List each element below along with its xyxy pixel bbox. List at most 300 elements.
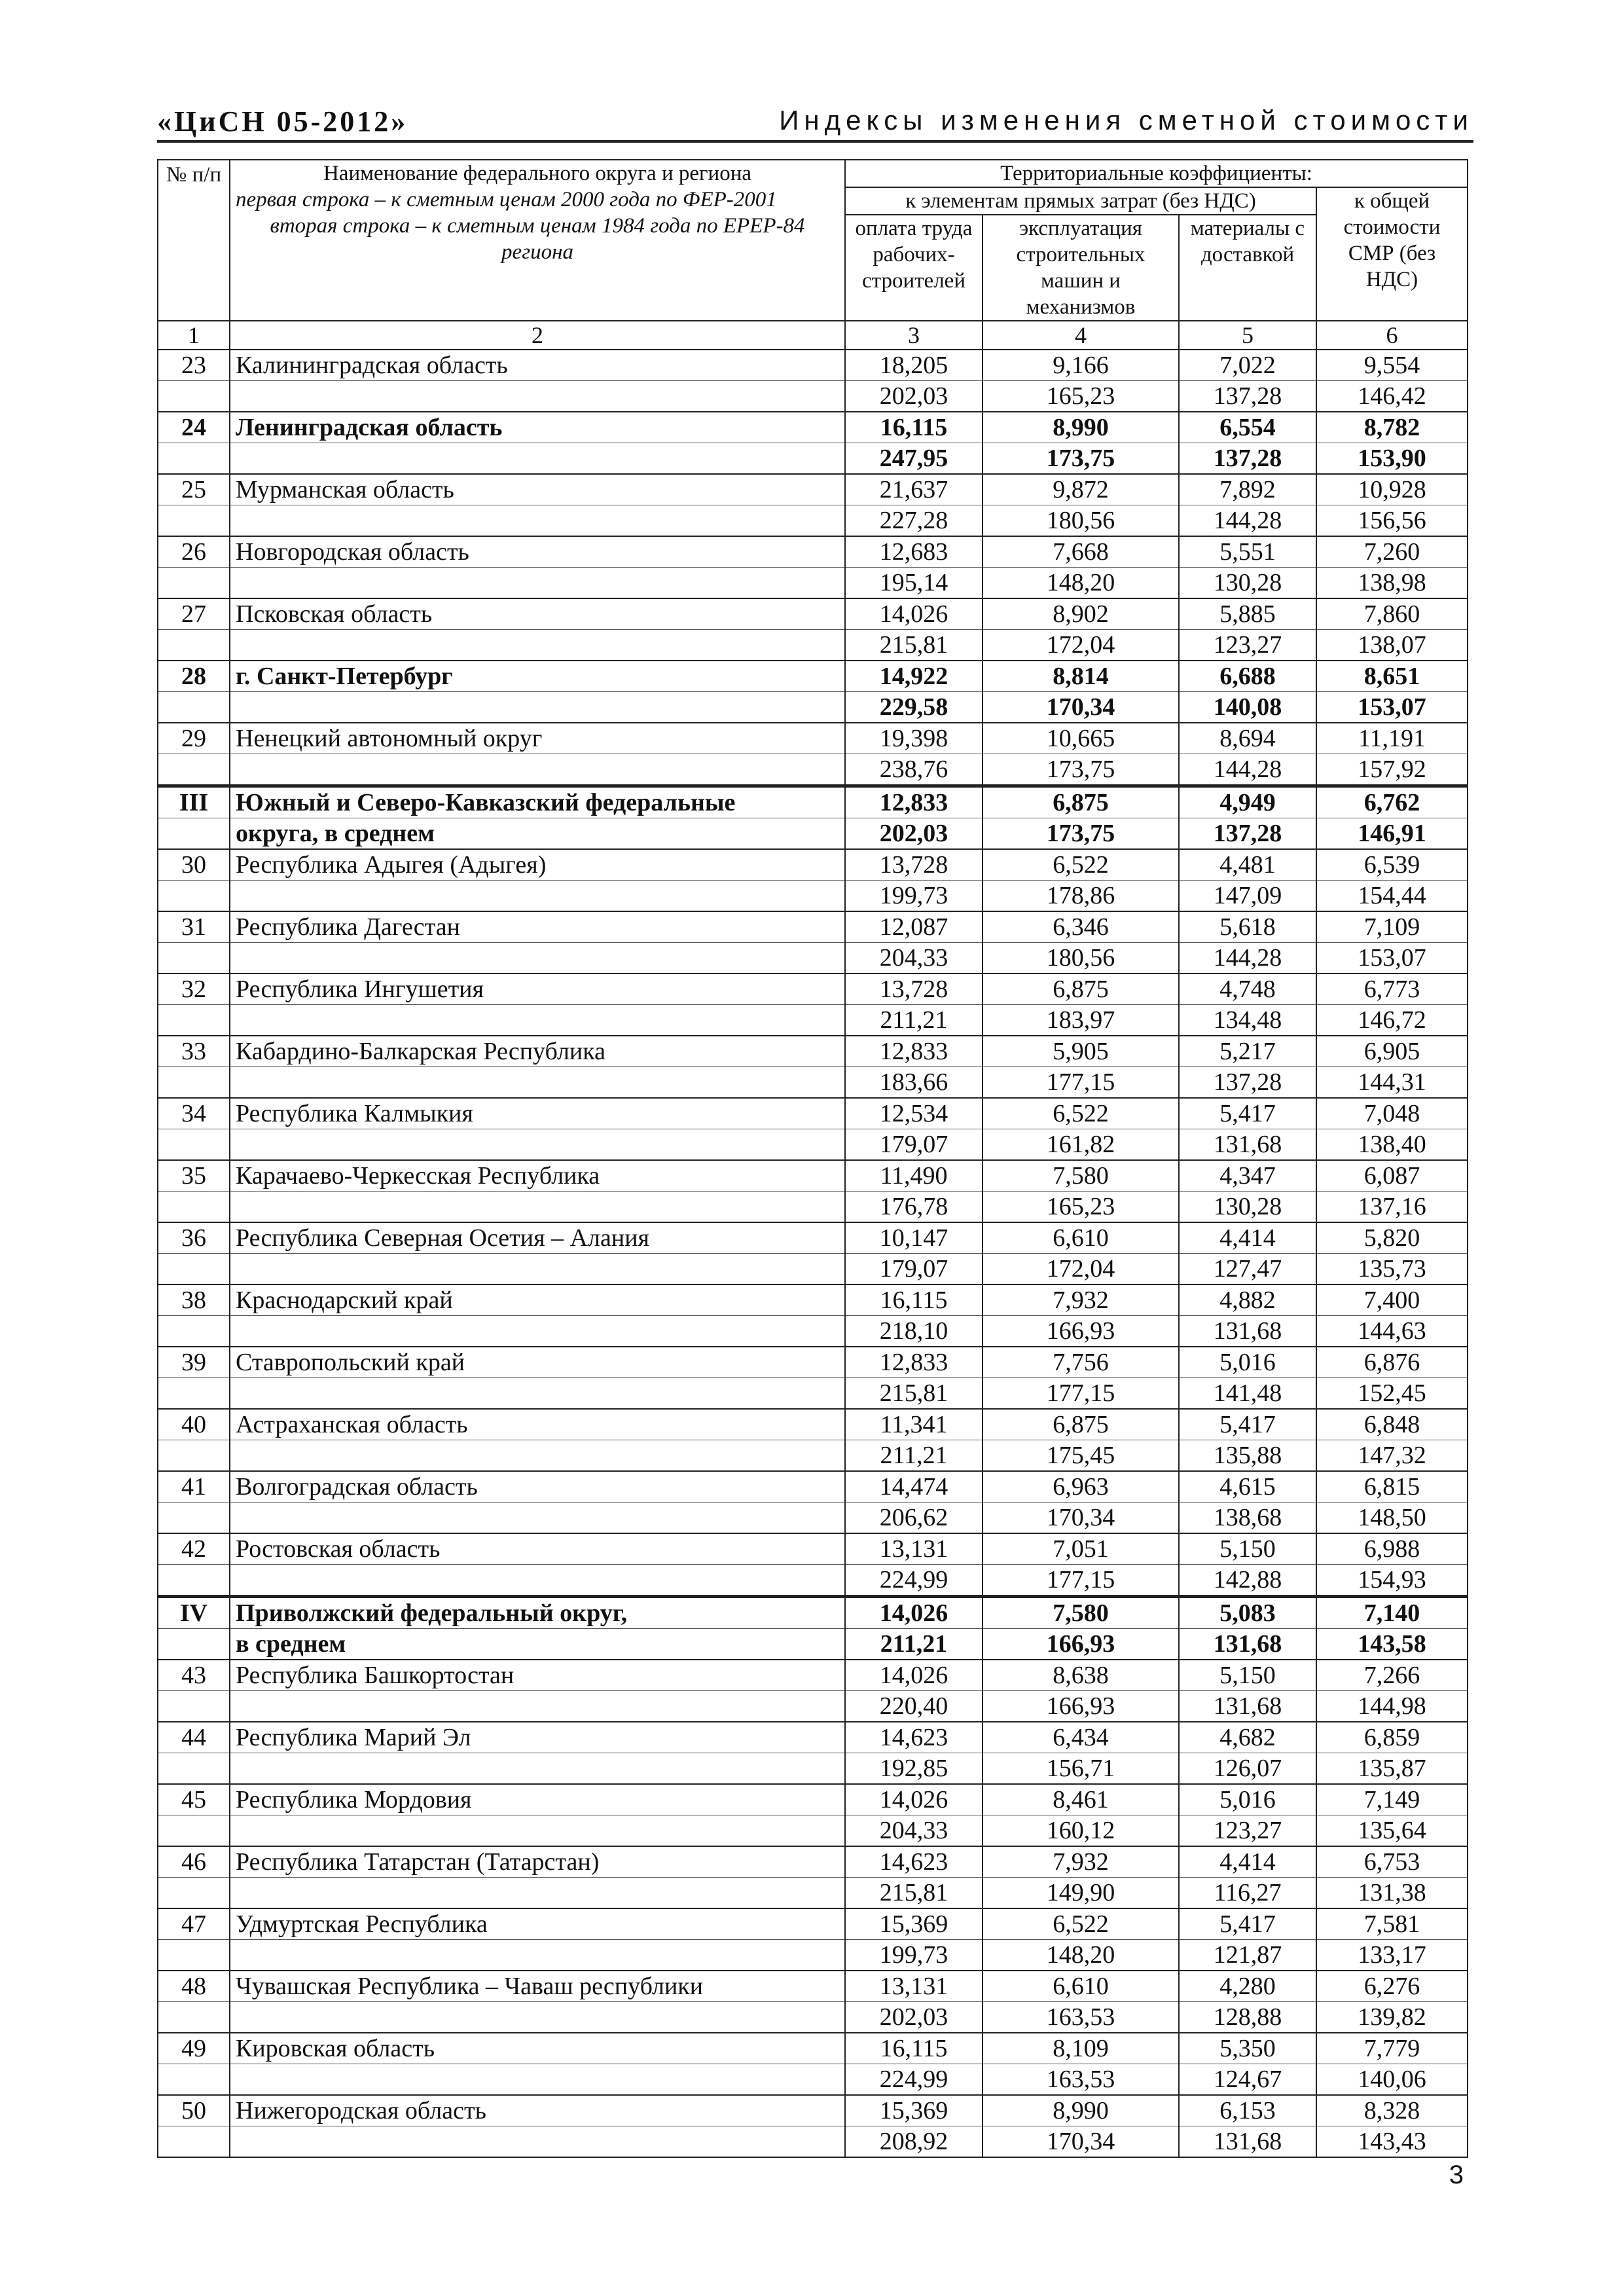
coefficient-2000: 6,522 xyxy=(983,1908,1179,1940)
coefficient-1984: 131,38 xyxy=(1316,1878,1468,1909)
row-number: 23 xyxy=(158,350,230,381)
coefficient-1984: 124,67 xyxy=(1179,2064,1316,2096)
coefficient-1984: 141,48 xyxy=(1179,1378,1316,1410)
region-name: Краснодарский край xyxy=(230,1285,845,1316)
region-name: Республика Калмыкия xyxy=(230,1098,845,1129)
row-number: III xyxy=(158,786,230,818)
coefficient-1984: 131,68 xyxy=(1179,1316,1316,1347)
region-name: Ставропольский край xyxy=(230,1347,845,1378)
region-row-first xyxy=(158,1971,1468,2002)
coefficient-1984: 148,50 xyxy=(1316,1503,1468,1534)
coefficient-2000: 8,109 xyxy=(983,2033,1179,2064)
coefficient-2000: 12,534 xyxy=(845,1098,983,1129)
coefficient-2000: 6,988 xyxy=(1316,1533,1468,1565)
coefficient-2000: 14,026 xyxy=(845,1660,983,1691)
column-header-number: № п/п xyxy=(158,160,230,321)
region-name: Псковская область xyxy=(230,598,845,630)
coefficient-2000: 14,623 xyxy=(845,1846,983,1878)
coefficient-1984: 166,93 xyxy=(983,1629,1179,1660)
coefficient-2000: 6,610 xyxy=(983,1222,1179,1254)
coefficient-1984: 165,23 xyxy=(983,381,1179,412)
coefficient-1984: 149,90 xyxy=(983,1878,1179,1909)
coefficient-2000: 6,539 xyxy=(1316,849,1468,881)
region-name-empty xyxy=(230,505,845,537)
coefficient-2000: 16,115 xyxy=(845,2033,983,2064)
region-name: Приволжский федеральный округ, xyxy=(230,1597,845,1629)
region-name: Ненецкий автономный округ xyxy=(230,723,845,754)
region-name: Калининградская область xyxy=(230,350,845,381)
coefficient-2000: 6,522 xyxy=(983,1098,1179,1129)
region-name-empty xyxy=(230,1129,845,1161)
coefficient-1984: 131,68 xyxy=(1179,2126,1316,2158)
coefficient-1984: 218,10 xyxy=(845,1316,983,1347)
district-row-second xyxy=(158,1629,1468,1660)
region-row-first xyxy=(158,1660,1468,1691)
region-row-second xyxy=(158,692,1468,723)
column-header-total: к общей стоимости СМР (без НДС) xyxy=(1316,187,1468,321)
row-number: 43 xyxy=(158,1660,230,1691)
district-name-continued: в среднем xyxy=(230,1629,845,1660)
region-row-first xyxy=(158,723,1468,754)
coefficient-2000: 6,762 xyxy=(1316,786,1468,818)
coefficient-2000: 11,191 xyxy=(1316,723,1468,754)
coefficient-1984: 139,82 xyxy=(1316,2002,1468,2033)
coefficient-2000: 7,932 xyxy=(983,1846,1179,1878)
row-number-empty xyxy=(158,1878,230,1909)
region-row-second xyxy=(158,1565,1468,1597)
coefficient-1984: 153,90 xyxy=(1316,443,1468,475)
coefficient-2000: 6,610 xyxy=(983,1971,1179,2002)
row-number: 40 xyxy=(158,1409,230,1440)
region-row-second xyxy=(158,1815,1468,1847)
row-number-empty xyxy=(158,1378,230,1410)
coefficient-1984: 140,06 xyxy=(1316,2064,1468,2096)
column-header-name xyxy=(230,160,845,321)
row-number-empty xyxy=(158,818,230,850)
coefficient-1984: 146,42 xyxy=(1316,381,1468,412)
coefficient-1984: 177,15 xyxy=(983,1067,1179,1099)
coefficient-1984: 180,56 xyxy=(983,505,1179,537)
region-name-empty xyxy=(230,443,845,475)
coefficient-2000: 5,150 xyxy=(1179,1660,1316,1691)
region-row-second xyxy=(158,1005,1468,1036)
row-number: 30 xyxy=(158,849,230,881)
district-name-continued: округа, в среднем xyxy=(230,818,845,850)
coefficient-1984: 147,32 xyxy=(1316,1440,1468,1472)
coefficient-2000: 4,882 xyxy=(1179,1285,1316,1316)
region-row-first xyxy=(158,598,1468,630)
coefficient-2000: 4,748 xyxy=(1179,974,1316,1005)
coefficient-2000: 8,902 xyxy=(983,598,1179,630)
coefficient-2000: 9,872 xyxy=(983,474,1179,505)
coefficient-1984: 211,21 xyxy=(845,1629,983,1660)
region-row-first xyxy=(158,1160,1468,1192)
coefficient-2000: 7,109 xyxy=(1316,911,1468,943)
coefficient-2000: 14,026 xyxy=(845,1784,983,1815)
coefficient-1984: 144,63 xyxy=(1316,1316,1468,1347)
coefficient-2000: 6,875 xyxy=(983,1409,1179,1440)
coefficient-1984: 173,75 xyxy=(983,818,1179,850)
region-row-second xyxy=(158,2002,1468,2033)
region-row-first xyxy=(158,1846,1468,1878)
column-header-name-title: Наименование федерального округа и региона xyxy=(323,162,752,185)
coefficient-1984: 170,34 xyxy=(983,2126,1179,2158)
region-name-empty xyxy=(230,568,845,599)
header-rule xyxy=(157,140,1473,143)
coefficient-2000: 7,149 xyxy=(1316,1784,1468,1815)
region-row-first xyxy=(158,911,1468,943)
coefficient-2000: 9,554 xyxy=(1316,350,1468,381)
coefficient-2000: 8,782 xyxy=(1316,412,1468,443)
column-index: 3 xyxy=(845,321,983,350)
coefficient-2000: 5,016 xyxy=(1179,1347,1316,1378)
region-name: Республика Марий Эл xyxy=(230,1722,845,1753)
coefficient-2000: 5,150 xyxy=(1179,1533,1316,1565)
coefficient-2000: 4,414 xyxy=(1179,1222,1316,1254)
row-number: 28 xyxy=(158,661,230,692)
region-row-first xyxy=(158,1098,1468,1129)
row-number-empty xyxy=(158,2126,230,2158)
coefficient-1984: 238,76 xyxy=(845,754,983,786)
coefficient-2000: 5,885 xyxy=(1179,598,1316,630)
coefficient-2000: 15,369 xyxy=(845,1908,983,1940)
coefficient-1984: 204,33 xyxy=(845,1815,983,1847)
coefficient-2000: 6,963 xyxy=(983,1471,1179,1503)
coefficient-2000: 14,474 xyxy=(845,1471,983,1503)
coefficient-1984: 215,81 xyxy=(845,630,983,661)
coefficient-2000: 13,131 xyxy=(845,1971,983,2002)
region-name-empty xyxy=(230,1878,845,1909)
row-number: 47 xyxy=(158,1908,230,1940)
coefficient-1984: 123,27 xyxy=(1179,1815,1316,1847)
region-name-empty xyxy=(230,1503,845,1534)
region-row-first xyxy=(158,1347,1468,1378)
region-row-first xyxy=(158,849,1468,881)
region-row-first xyxy=(158,2033,1468,2064)
coefficient-1984: 138,07 xyxy=(1316,630,1468,661)
coefficient-1984: 142,88 xyxy=(1179,1565,1316,1597)
region-name: Астраханская область xyxy=(230,1409,845,1440)
coefficient-2000: 6,346 xyxy=(983,911,1179,943)
coefficient-1984: 178,86 xyxy=(983,881,1179,912)
region-name-empty xyxy=(230,692,845,723)
region-name: Республика Башкортостан xyxy=(230,1660,845,1691)
region-name: Республика Дагестан xyxy=(230,911,845,943)
coefficient-2000: 8,694 xyxy=(1179,723,1316,754)
row-number: 29 xyxy=(158,723,230,754)
region-name: Нижегородская область xyxy=(230,2095,845,2126)
column-index: 6 xyxy=(1316,321,1468,350)
region-name-empty xyxy=(230,1815,845,1847)
coefficient-2000: 4,280 xyxy=(1179,1971,1316,2002)
coefficient-2000: 8,990 xyxy=(983,2095,1179,2126)
coefficient-2000: 6,848 xyxy=(1316,1409,1468,1440)
row-number-empty xyxy=(158,1940,230,1971)
region-name-empty xyxy=(230,2064,845,2096)
coefficient-1984: 152,45 xyxy=(1316,1378,1468,1410)
coefficient-1984: 156,71 xyxy=(983,1753,1179,1785)
document-code: «ЦиСН 05-2012» xyxy=(157,105,408,137)
coefficient-2000: 7,932 xyxy=(983,1285,1179,1316)
region-name: Чувашская Республика – Чаваш республики xyxy=(230,1971,845,2002)
row-number-empty xyxy=(158,1691,230,1722)
coefficient-1984: 135,73 xyxy=(1316,1254,1468,1285)
coefficient-1984: 148,20 xyxy=(983,568,1179,599)
column-index-row xyxy=(158,321,1468,350)
region-name: Республика Татарстан (Татарстан) xyxy=(230,1846,845,1878)
column-header-subgroup: к элементам прямых затрат (без НДС) xyxy=(845,187,1316,215)
coefficient-1984: 153,07 xyxy=(1316,943,1468,974)
coefficient-2000: 8,814 xyxy=(983,661,1179,692)
coefficient-2000: 7,581 xyxy=(1316,1908,1468,1940)
coefficient-1984: 131,68 xyxy=(1179,1629,1316,1660)
row-number: 48 xyxy=(158,1971,230,2002)
region-name-empty xyxy=(230,1940,845,1971)
coefficient-2000: 6,876 xyxy=(1316,1347,1468,1378)
coefficient-2000: 5,016 xyxy=(1179,1784,1316,1815)
coefficient-1984: 138,98 xyxy=(1316,568,1468,599)
region-row-second xyxy=(158,1940,1468,1971)
coefficient-1984: 199,73 xyxy=(845,1940,983,1971)
region-row-first xyxy=(158,974,1468,1005)
region-row-first xyxy=(158,474,1468,505)
row-number: 41 xyxy=(158,1471,230,1503)
row-number: 25 xyxy=(158,474,230,505)
coefficient-1984: 121,87 xyxy=(1179,1940,1316,1971)
row-number-empty xyxy=(158,443,230,475)
coefficient-1984: 154,93 xyxy=(1316,1565,1468,1597)
column-header-materials: материалы с доставкой xyxy=(1179,215,1316,321)
coefficient-2000: 4,682 xyxy=(1179,1722,1316,1753)
coefficient-1984: 206,62 xyxy=(845,1503,983,1534)
coefficient-1984: 146,91 xyxy=(1316,818,1468,850)
coefficient-2000: 13,131 xyxy=(845,1533,983,1565)
region-row-first xyxy=(158,1908,1468,1940)
region-row-second xyxy=(158,630,1468,661)
coefficient-2000: 5,217 xyxy=(1179,1036,1316,1067)
table-header xyxy=(158,160,1468,350)
region-row-second xyxy=(158,1691,1468,1722)
coefficient-1984: 130,28 xyxy=(1179,568,1316,599)
row-number-empty xyxy=(158,692,230,723)
region-row-second xyxy=(158,2126,1468,2158)
row-number: IV xyxy=(158,1597,230,1629)
region-row-first xyxy=(158,536,1468,568)
row-number-empty xyxy=(158,1067,230,1099)
region-name-empty xyxy=(230,1753,845,1785)
region-name-empty xyxy=(230,381,845,412)
row-number: 26 xyxy=(158,536,230,568)
coefficient-1984: 144,28 xyxy=(1179,943,1316,974)
coefficient-2000: 5,417 xyxy=(1179,1409,1316,1440)
coefficient-1984: 160,12 xyxy=(983,1815,1179,1847)
coefficient-1984: 211,21 xyxy=(845,1440,983,1472)
coefficient-1984: 135,87 xyxy=(1316,1753,1468,1785)
region-name: Волгоградская область xyxy=(230,1471,845,1503)
region-name-empty xyxy=(230,1691,845,1722)
coefficient-2000: 6,753 xyxy=(1316,1846,1468,1878)
table-body xyxy=(158,350,1468,2157)
row-number-empty xyxy=(158,2002,230,2033)
coefficient-2000: 7,260 xyxy=(1316,536,1468,568)
region-name-empty xyxy=(230,1316,845,1347)
row-number-empty xyxy=(158,754,230,786)
coefficient-2000: 7,048 xyxy=(1316,1098,1468,1129)
region-name-empty xyxy=(230,1378,845,1410)
coefficient-1984: 175,45 xyxy=(983,1440,1179,1472)
row-number: 45 xyxy=(158,1784,230,1815)
region-row-first xyxy=(158,1285,1468,1316)
coefficient-1984: 143,43 xyxy=(1316,2126,1468,2158)
district-row-second xyxy=(158,818,1468,850)
coefficient-1984: 183,66 xyxy=(845,1067,983,1099)
coefficient-1984: 199,73 xyxy=(845,881,983,912)
coefficient-1984: 116,27 xyxy=(1179,1878,1316,1909)
region-name-empty xyxy=(230,1565,845,1597)
coefficient-2000: 6,276 xyxy=(1316,1971,1468,2002)
region-row-first xyxy=(158,350,1468,381)
region-row-second xyxy=(158,1378,1468,1410)
region-row-second xyxy=(158,505,1468,537)
coefficient-1984: 166,93 xyxy=(983,1316,1179,1347)
row-number-empty xyxy=(158,1192,230,1223)
coefficient-2000: 12,833 xyxy=(845,1347,983,1378)
region-row-second xyxy=(158,943,1468,974)
coefficient-1984: 173,75 xyxy=(983,443,1179,475)
region-row-second xyxy=(158,568,1468,599)
coefficient-1984: 163,53 xyxy=(983,2002,1179,2033)
column-index: 5 xyxy=(1179,321,1316,350)
row-number-empty xyxy=(158,1565,230,1597)
region-row-second xyxy=(158,1753,1468,1785)
region-row-second xyxy=(158,754,1468,786)
coefficient-2000: 6,815 xyxy=(1316,1471,1468,1503)
coefficient-1984: 148,20 xyxy=(983,1940,1179,1971)
coefficient-2000: 10,147 xyxy=(845,1222,983,1254)
coefficient-1984: 127,47 xyxy=(1179,1254,1316,1285)
region-row-second xyxy=(158,1129,1468,1161)
page-number: 3 xyxy=(1449,2160,1464,2189)
coefficient-2000: 5,350 xyxy=(1179,2033,1316,2064)
region-row-second xyxy=(158,1067,1468,1099)
coefficient-1984: 229,58 xyxy=(845,692,983,723)
coefficient-1984: 137,28 xyxy=(1179,381,1316,412)
coefficient-2000: 6,688 xyxy=(1179,661,1316,692)
row-number-empty xyxy=(158,1503,230,1534)
region-row-first xyxy=(158,661,1468,692)
coefficient-1984: 176,78 xyxy=(845,1192,983,1223)
column-index: 1 xyxy=(158,321,230,350)
coefficient-1984: 131,68 xyxy=(1179,1691,1316,1722)
coefficient-2000: 9,166 xyxy=(983,350,1179,381)
coefficient-1984: 195,14 xyxy=(845,568,983,599)
coefficient-2000: 14,922 xyxy=(845,661,983,692)
coefficient-1984: 183,97 xyxy=(983,1005,1179,1036)
coefficient-2000: 10,665 xyxy=(983,723,1179,754)
region-row-second xyxy=(158,1192,1468,1223)
coefficient-2000: 8,651 xyxy=(1316,661,1468,692)
region-name: Кабардино-Балкарская Республика xyxy=(230,1036,845,1067)
region-name-empty xyxy=(230,2002,845,2033)
coefficient-1984: 156,56 xyxy=(1316,505,1468,537)
row-number-empty xyxy=(158,1815,230,1847)
region-row-first xyxy=(158,1222,1468,1254)
coefficient-1984: 137,28 xyxy=(1179,443,1316,475)
coefficient-1984: 126,07 xyxy=(1179,1753,1316,1785)
coefficient-1984: 179,07 xyxy=(845,1254,983,1285)
coefficient-1984: 215,81 xyxy=(845,1878,983,1909)
coefficient-1984: 170,34 xyxy=(983,1503,1179,1534)
row-number: 39 xyxy=(158,1347,230,1378)
coefficient-1984: 144,98 xyxy=(1316,1691,1468,1722)
coefficient-2000: 7,022 xyxy=(1179,350,1316,381)
coefficient-1984: 224,99 xyxy=(845,1565,983,1597)
coefficient-2000: 7,400 xyxy=(1316,1285,1468,1316)
region-name-empty xyxy=(230,1067,845,1099)
coefficient-2000: 7,892 xyxy=(1179,474,1316,505)
region-name: Республика Мордовия xyxy=(230,1784,845,1815)
coefficient-2000: 12,833 xyxy=(845,1036,983,1067)
coefficient-1984: 135,64 xyxy=(1316,1815,1468,1847)
coefficient-2000: 12,683 xyxy=(845,536,983,568)
coefficient-2000: 6,522 xyxy=(983,849,1179,881)
column-index: 4 xyxy=(983,321,1179,350)
row-number: 49 xyxy=(158,2033,230,2064)
column-header-name-line1: первая строка – к сметным ценам 2000 года по ФЕР-2001 xyxy=(236,188,777,211)
coefficient-1984: 227,28 xyxy=(845,505,983,537)
coefficient-1984: 143,58 xyxy=(1316,1629,1468,1660)
coefficient-1984: 215,81 xyxy=(845,1378,983,1410)
row-number-empty xyxy=(158,1005,230,1036)
column-index: 2 xyxy=(230,321,845,350)
row-number-empty xyxy=(158,381,230,412)
row-number-empty xyxy=(158,2064,230,2096)
coefficient-1984: 166,93 xyxy=(983,1691,1179,1722)
coefficient-2000: 16,115 xyxy=(845,412,983,443)
coefficient-2000: 18,205 xyxy=(845,350,983,381)
row-number: 50 xyxy=(158,2095,230,2126)
coefficient-1984: 137,16 xyxy=(1316,1192,1468,1223)
coefficient-1984: 180,56 xyxy=(983,943,1179,974)
coefficient-2000: 6,773 xyxy=(1316,974,1468,1005)
coefficient-2000: 11,490 xyxy=(845,1160,983,1192)
coefficient-1984: 179,07 xyxy=(845,1129,983,1161)
coefficient-2000: 4,414 xyxy=(1179,1846,1316,1878)
coefficient-2000: 6,087 xyxy=(1316,1160,1468,1192)
coefficient-2000: 14,026 xyxy=(845,598,983,630)
coefficient-1984: 131,68 xyxy=(1179,1129,1316,1161)
coefficient-2000: 14,026 xyxy=(845,1597,983,1629)
region-name: Мурманская область xyxy=(230,474,845,505)
row-number: 32 xyxy=(158,974,230,1005)
coefficient-1984: 208,92 xyxy=(845,2126,983,2158)
row-number-empty xyxy=(158,505,230,537)
coefficient-1984: 172,04 xyxy=(983,630,1179,661)
region-name-empty xyxy=(230,754,845,786)
district-row-first xyxy=(158,786,1468,818)
region-name-empty xyxy=(230,943,845,974)
region-name: Ростовская область xyxy=(230,1533,845,1565)
coefficient-2000: 5,083 xyxy=(1179,1597,1316,1629)
row-number: 33 xyxy=(158,1036,230,1067)
coefficient-2000: 8,328 xyxy=(1316,2095,1468,2126)
coefficient-1984: 202,03 xyxy=(845,2002,983,2033)
coefficient-1984: 157,92 xyxy=(1316,754,1468,786)
row-number: 24 xyxy=(158,412,230,443)
region-name: Республика Северная Осетия – Алания xyxy=(230,1222,845,1254)
row-number: 38 xyxy=(158,1285,230,1316)
coefficient-2000: 8,990 xyxy=(983,412,1179,443)
